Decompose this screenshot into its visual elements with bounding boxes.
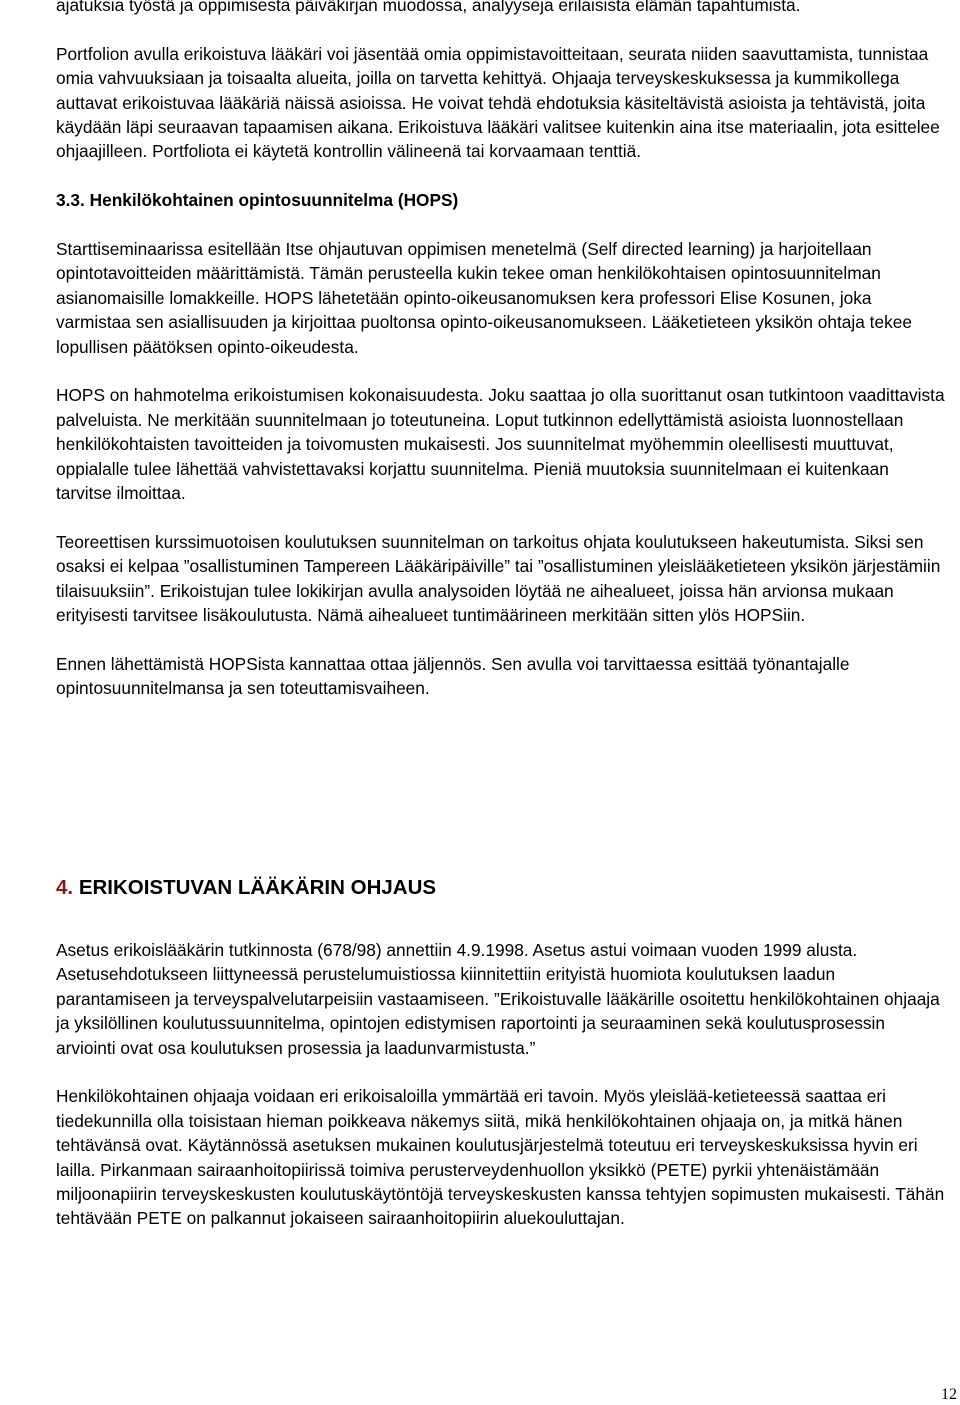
- paragraph-hops-seminar: Starttiseminaarissa esitellään Itse ohjautuvan oppimisen menetelmä (Self directed learning) ja harjoitellaan opintotavoitteiden määrittämistä. Tämän perusteella kukin tekee oman henkilökohtaisen opintosuunnitelman asianomaisille lomakkeille. HOPS lähetetään opinto-oikeusanomuksen kera professori Elise Kosunen, joka varmistaa sen asiallisuuden ja kirjoittaa puoltonsa opinto-oikeusanomukseen. Lääketieteen yksikön ohtaja tekee lopullisen päätöksen opinto-oikeudesta.: [56, 239, 912, 357]
- page-number: 12: [941, 1386, 957, 1403]
- section-heading-ohjaus: [56, 876, 436, 900]
- paragraph-portfolio-usage: Portfolion avulla erikoistuva lääkäri voi jäsentää omia oppimistavoitteitaan, seurata niiden saavuttamista, tunnistaa omia vahvuuksiaan ja toisaalta alueita, joilla on tarvetta kehittyä. Ohjaaja terveyskeskuksessa ja kummikollega auttavat erikoistuvaa lääkäriä näissä asioissa. He voivat tehdä ehdotuksia käsiteltävistä asioista ja tehtävistä, joita käydään läpi seuraavan tapaamisen aikana. Erikoistuva lääkäri valitsee kuitenkin aina itse materiaalin, jota esittelee ohjaajilleen. Portfoliota ei käytetä kontrollin välineenä tai korvaamaan tenttiä.: [56, 43, 940, 162]
- paragraph-asetus: Asetus erikoislääkärin tutkinnosta (678/98) annettiin 4.9.1998. Asetus astui voimaan vuoden 1999 alusta. Asetusehdotukseen liittyneessä perustelumuistiossa kiinnitettiin erityistä huomiota koulutuksen laadun parantamiseen ja terveyspalvelutarpeisiin vastaamiseen. ”Erikoistuvalle lääkärille osoitettu henkilökohtainen ohjaaja ja yksilöllinen koulutussuunnitelma, opintojen edistymisen raportointi ja seuraaminen sekä koulutusprosessin arviointi ovat osa koulutuksen prosessia ja laadunvarmistusta.”: [56, 940, 940, 1058]
- section-number: 4.: [56, 876, 74, 899]
- paragraph-hops-courses: Teoreettisen kurssimuotoisen koulutuksen suunnitelman on tarkoitus ohjata koulutukseen hakeutumista. Siksi sen osaksi ei kelpaa ”osallistuminen Tampereen Lääkäripäiville” tai ”osallistuminen yleislääketieteen yksikön järjestämiin tilaisuuksiin”. Erikoistujan tulee lokikirjan avulla analysoiden löytää ne aihealueet, joissa hän arvionsa mukaan erityisesti tarvitsee lisäkoulutusta. Nämä aihealueet tuntimäärineen merkitään sitten ylös HOPSiin.: [56, 531, 941, 626]
- section-heading-hops: 3.3. Henkilökohtainen opintosuunnitelma (HOPS): [56, 190, 459, 211]
- paragraph-henkilokohtainen-ohjaaja: Henkilökohtainen ohjaaja voidaan eri erikoisaloilla ymmärtää eri tavoin. Myös yleislää-ketieteessä saattaa eri tiedekunnilla olla toisistaan hieman poikkeava näkemys siitä, mikä henkilökohtainen ohjaaja on, ja mitkä hänen tehtävänsä ovat. Käytännössä asetuksen mukainen koulutusjärjestelmä toteutuu eri terveyskeskuksissa hyvin eri lailla. Pirkanmaan sairaanhoitopiirissä toimiva perusterveydenhuollon yksikkö (PETE) pyrkii yhtenäistämään miljoonapiirin terveyskeskusten koulutuskäytöntöjä terveyskeskusten kanssa tehtyjen sopimusten mukaisesti. Tähän tehtävään PETE on palkannut jokaiseen sairaanhoitopiirin aluekouluttajan.: [56, 1086, 945, 1229]
- paragraph-hops-copy: Ennen lähettämistä HOPSista kannattaa ottaa jäljennös. Sen avulla voi tarvittaessa esittää työnantajalle opintosuunnitelmansa ja sen toteuttamisvaiheen.: [56, 653, 850, 699]
- paragraph-hops-outline: HOPS on hahmotelma erikoistumisen kokonaisuudesta. Joku saattaa jo olla suorittanut osan tutkintoon vaadittavista palveluista. Ne merkitään suunnitelmaan jo toteutuneina. Loput tutkinnon edellyttämistä asioista luonnostellaan henkilökohtaisten tavoitteiden ja toivomusten mukaisesti. Jos suunnitelmat myöhemmin oleellisesti muuttuvat, oppialalle tulee lähettää vahvistettavaksi korjattu suunnitelma. Pieniä muutoksia suunnitelmaan ei kuitenkaan tarvitse ilmoittaa.: [56, 385, 945, 504]
- document-body-bottom: [56, 938, 948, 1255]
- document-body-top: [56, 0, 948, 725]
- paragraph-portfolio-intro-end: ajatuksia työstä ja oppimisesta päiväkirjan muodossa, analyyseja erilaisista elämän tapahtumista.: [56, 0, 801, 15]
- section-title: ERIKOISTUVAN LÄÄKÄRIN OHJAUS: [78, 876, 437, 899]
